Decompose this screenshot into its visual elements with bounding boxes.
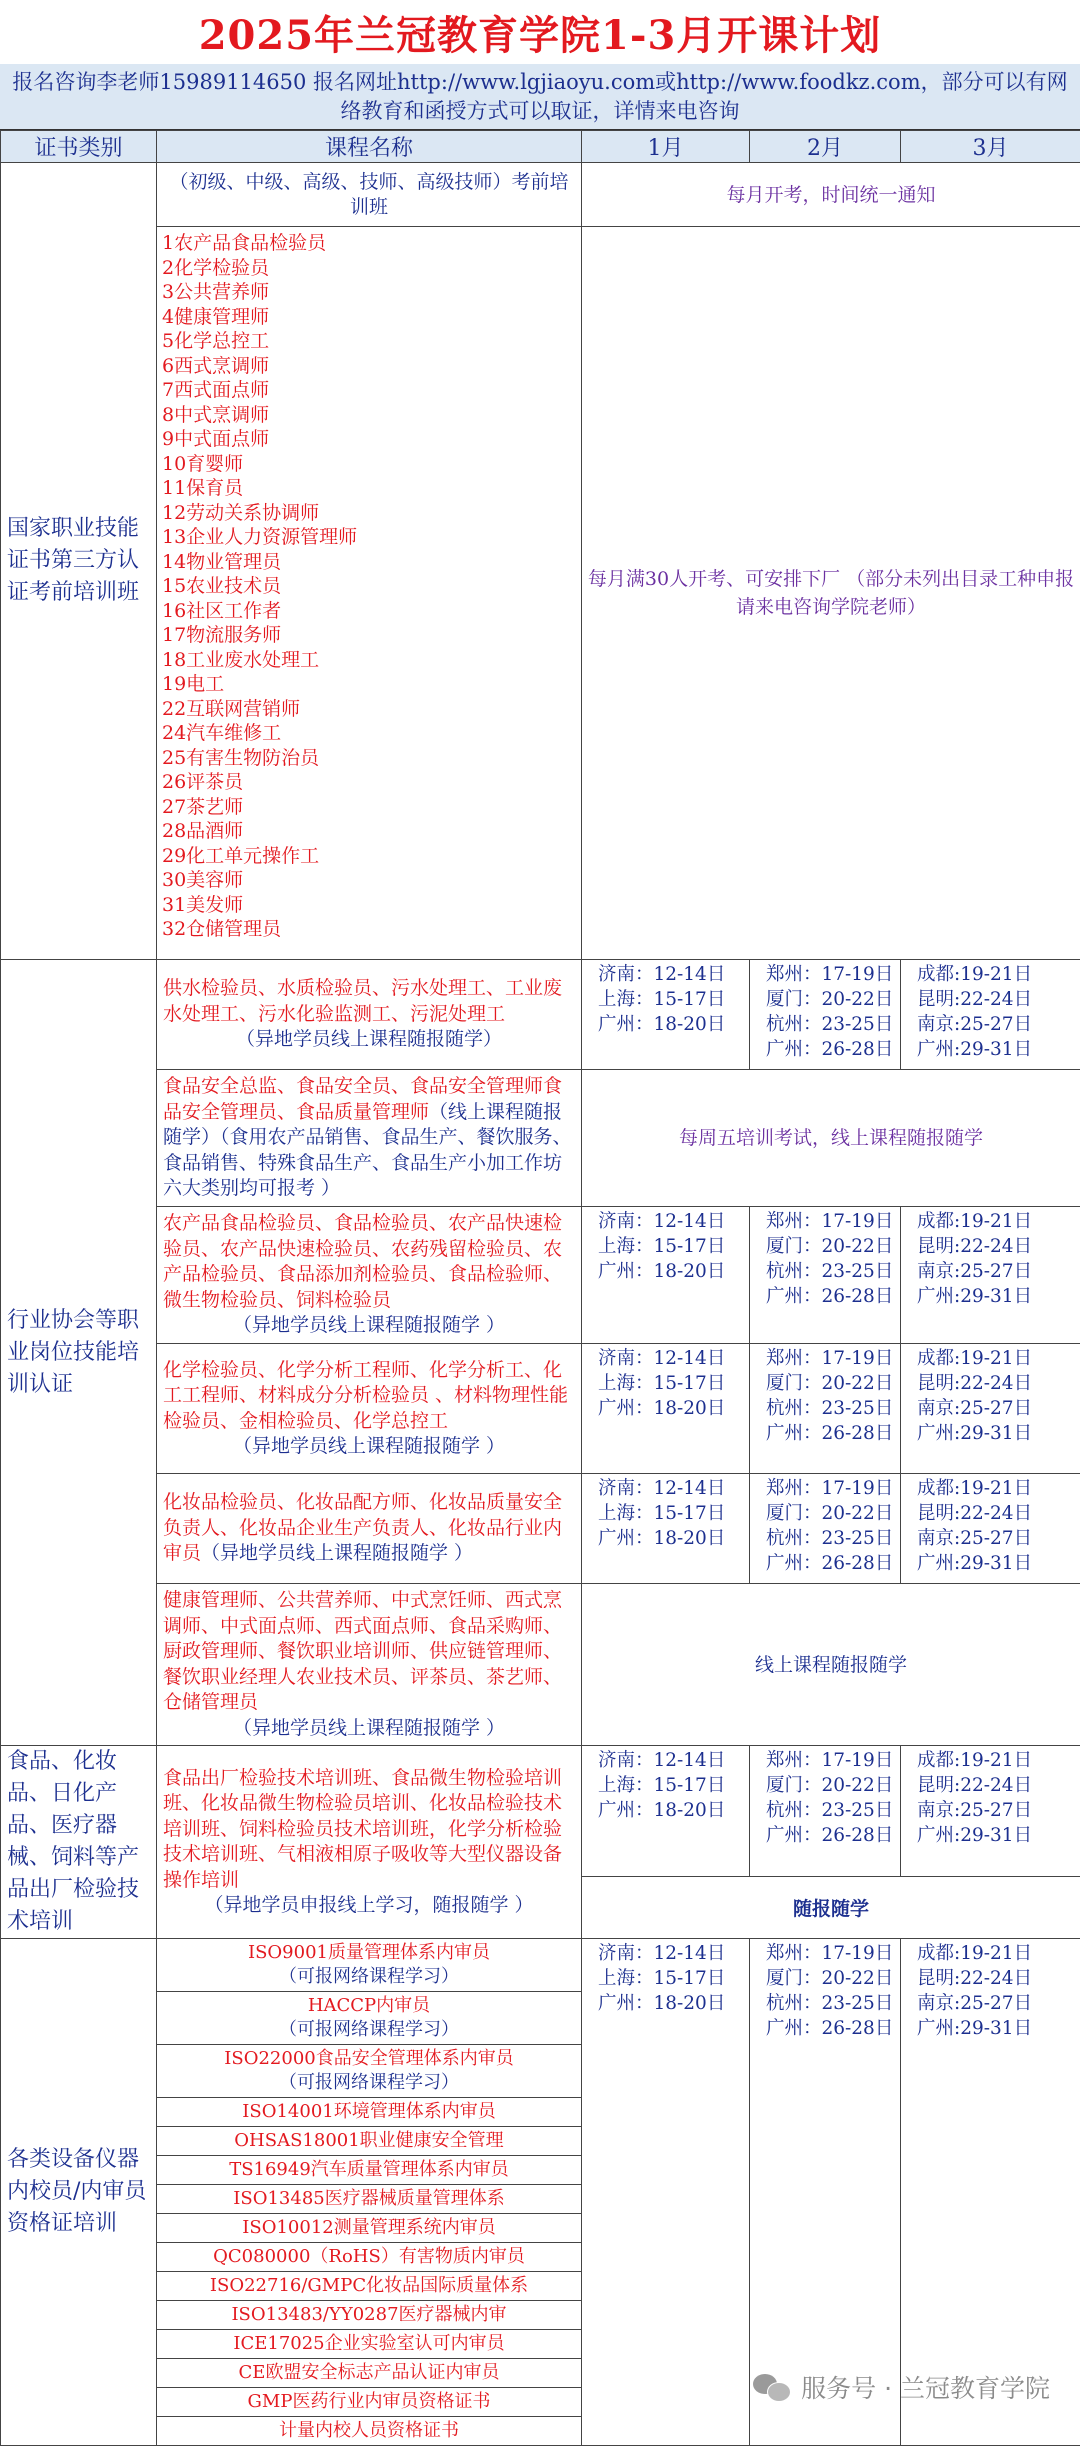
audit-course-note: （可报网络课程学习） xyxy=(161,2018,577,2042)
schedule-entry: 成都:19-21日 xyxy=(917,1748,1064,1773)
schedule-entry: 广州:29-31日 xyxy=(917,1037,1064,1062)
course-cell xyxy=(157,1207,582,1344)
schedule-m3 xyxy=(901,1344,1080,1474)
audit-course-name: ISO13485医疗器械质量管理体系 xyxy=(161,2187,577,2211)
wechat-watermark xyxy=(753,2369,1050,2405)
schedule-entry: 郑州：17-19日 xyxy=(766,1748,884,1773)
schedule-m2 xyxy=(750,1207,901,1344)
schedule-entry: 昆明:22-24日 xyxy=(917,1966,1064,1991)
audit-course-item xyxy=(157,2388,581,2417)
course-item: 31美发师 xyxy=(162,893,576,918)
schedule-entry: 厦门：20-22日 xyxy=(766,1234,884,1259)
schedule-m3 xyxy=(901,1746,1080,1877)
schedule-entry: 上海：15-17日 xyxy=(598,1966,733,1991)
schedule-entry: 济南：12-14日 xyxy=(598,1941,733,1966)
schedule-entry: 杭州：23-25日 xyxy=(766,1396,884,1421)
course-item: 19电工 xyxy=(162,672,576,697)
course-names: 农产品食品检验员、食品检验员、农产品快速检验员、农产品快速检验员、农药残留检验员、农产品检验员、食品添加剂检验员、食品检验师、微生物检验员、饲料检验员 xyxy=(163,1212,562,1311)
schedule-entry: 昆明:22-24日 xyxy=(917,1501,1064,1526)
audit-course-name: CE欧盟安全标志产品认证内审员 xyxy=(161,2361,577,2385)
course-item: 18工业废水处理工 xyxy=(162,648,576,673)
schedule-entry: 上海：15-17日 xyxy=(598,1501,733,1526)
course-item: 7西式面点师 xyxy=(162,378,576,403)
course-note: （异地学员申报线上学习，随报随学 ） xyxy=(163,1893,575,1919)
schedule-m2 xyxy=(750,1474,901,1584)
schedule-entry: 南京:25-27日 xyxy=(917,1259,1064,1284)
audit-course-name: TS16949汽车质量管理体系内审员 xyxy=(161,2158,577,2182)
table-row xyxy=(1,960,1080,1070)
page-title: 2025年兰冠教育学院1-3月开课计划 xyxy=(0,0,1080,66)
schedule-entry: 广州:29-31日 xyxy=(917,1284,1064,1309)
course-note: （线上课程随报随学）（食用农产品销售、食品生产、餐饮服务、食品销售、特殊食品生产、食品生产小加工作坊六大类别均可报考 ） xyxy=(163,1101,572,1200)
audit-course-item xyxy=(157,2185,581,2214)
schedule-entry: 广州：18-20日 xyxy=(598,1396,733,1421)
schedule-entry: 成都:19-21日 xyxy=(917,1209,1064,1234)
category-industry: 行业协会等职业岗位技能培训认证 xyxy=(1,960,157,1746)
audit-course-item xyxy=(157,2045,581,2098)
course-item: 25有害生物防治员 xyxy=(162,746,576,771)
schedule-entry: 广州：26-28日 xyxy=(766,1421,884,1446)
course-item: 12劳动关系协调师 xyxy=(162,501,576,526)
schedule-m1 xyxy=(582,1344,750,1474)
header-row xyxy=(1,131,1080,163)
schedule-m2 xyxy=(750,960,901,1070)
schedule-entry: 广州：18-20日 xyxy=(598,1526,733,1551)
header-month-1: 1月 xyxy=(582,131,750,163)
audit-course-item xyxy=(157,2098,581,2127)
watermark-text: 服务号 · 兰冠教育学院 xyxy=(801,2369,1050,2405)
schedule-entry: 广州：26-28日 xyxy=(766,2016,884,2041)
course-note: （异地学员线上课程随报随学 ） xyxy=(163,1313,575,1339)
schedule-entry: 郑州：17-19日 xyxy=(766,1209,884,1234)
schedule-entry: 厦门：20-22日 xyxy=(766,1773,884,1798)
table-row xyxy=(1,1344,1080,1474)
schedule-entry: 杭州：23-25日 xyxy=(766,1012,884,1037)
schedule-table xyxy=(0,130,1080,2446)
course-item: 27茶艺师 xyxy=(162,795,576,820)
course-names: 食品安全总监、食品安全员、食品安全管理师食品安全管理员、食品质量管理师 xyxy=(163,1075,562,1123)
schedule-m1 xyxy=(582,960,750,1070)
schedule-m3 xyxy=(901,1474,1080,1584)
course-note: （异地学员线上课程随报随学 ） xyxy=(163,1434,575,1460)
schedule-entry: 成都:19-21日 xyxy=(917,962,1064,987)
audit-course-item xyxy=(157,2214,581,2243)
schedule-entry: 上海：15-17日 xyxy=(598,1234,733,1259)
course-item: 5化学总控工 xyxy=(162,329,576,354)
course-item: 3公共营养师 xyxy=(162,280,576,305)
schedule-entry: 广州：18-20日 xyxy=(598,1991,733,2016)
course-item: 22互联网营销师 xyxy=(162,697,576,722)
category-factory-inspection: 食品、化妆品、日化产品、医疗器械、饲料等产品出厂检验技术培训 xyxy=(1,1746,157,1939)
header-course: 课程名称 xyxy=(157,131,582,163)
schedule-entry: 厦门：20-22日 xyxy=(766,987,884,1012)
schedule-entry: 南京:25-27日 xyxy=(917,1798,1064,1823)
course-cell xyxy=(157,1746,582,1939)
course-item: 28品酒师 xyxy=(162,819,576,844)
audit-course-note: （可报网络课程学习） xyxy=(161,2071,577,2095)
schedule-entry: 济南：12-14日 xyxy=(598,1346,733,1371)
course-item: 4健康管理师 xyxy=(162,305,576,330)
schedule-entry: 广州：18-20日 xyxy=(598,1798,733,1823)
schedule-entry: 杭州：23-25日 xyxy=(766,1526,884,1551)
audit-course-name: QC080000（RoHS）有害物质内审员 xyxy=(161,2245,577,2269)
schedule-entry: 广州：26-28日 xyxy=(766,1037,884,1062)
audit-course-name: ISO13483/YY0287医疗器械内审 xyxy=(161,2303,577,2327)
audit-course-item xyxy=(157,2272,581,2301)
header-category: 证书类别 xyxy=(1,131,157,163)
course-note: （异地学员线上课程随报随学） xyxy=(163,1027,575,1053)
schedule-entry: 杭州：23-25日 xyxy=(766,1798,884,1823)
course-cell xyxy=(157,1344,582,1474)
audit-course-name: ISO14001环境管理体系内审员 xyxy=(161,2100,577,2124)
audit-course-item xyxy=(157,2301,581,2330)
contact-notice: 报名咨询李老师15989114650 报名网址http://www.lgjiaoyu.com或http://www.foodkz.com，部分可以有网络教育和函授方式可以取证，详情来电咨询 xyxy=(0,64,1080,130)
audit-course-item xyxy=(157,2156,581,2185)
audit-course-name: OHSAS18001职业健康安全管理 xyxy=(161,2129,577,2153)
audit-course-item xyxy=(157,1939,581,1992)
table-row xyxy=(1,1746,1080,1877)
table-row xyxy=(1,227,1080,960)
schedule-m3 xyxy=(901,1207,1080,1344)
course-item: 11保育员 xyxy=(162,476,576,501)
schedule-entry: 郑州：17-19日 xyxy=(766,1346,884,1371)
table-row xyxy=(1,1474,1080,1584)
schedule-m1 xyxy=(582,1474,750,1584)
category-national: 国家职业技能证书第三方认证考前培训班 xyxy=(1,163,157,960)
schedule-entry: 昆明:22-24日 xyxy=(917,1371,1064,1396)
course-item: 32仓储管理员 xyxy=(162,917,576,942)
schedule-entry: 济南：12-14日 xyxy=(598,962,733,987)
course-item: 8中式烹调师 xyxy=(162,403,576,428)
schedule-entry: 广州：18-20日 xyxy=(598,1012,733,1037)
schedule-entry: 成都:19-21日 xyxy=(917,1941,1064,1966)
schedule-entry: 济南：12-14日 xyxy=(598,1476,733,1501)
schedule-m1 xyxy=(582,1746,750,1877)
schedule-entry: 成都:19-21日 xyxy=(917,1476,1064,1501)
schedule-entry: 上海：15-17日 xyxy=(598,1773,733,1798)
schedule-m2 xyxy=(750,1746,901,1877)
courses-schedule: 每月满30人开考、可安排下厂 （部分未列出目录工种申报请来电咨询学院老师） xyxy=(582,227,1080,960)
course-names: 供水检验员、水质检验员、污水处理工、工业废水处理工、污水化验监测工、污泥处理工 xyxy=(163,977,562,1025)
audit-course-item xyxy=(157,2417,581,2445)
schedule-entry: 杭州：23-25日 xyxy=(766,1259,884,1284)
row-schedule: 每周五培训考试，线上课程随报随学 xyxy=(582,1070,1080,1207)
schedule-entry: 上海：15-17日 xyxy=(598,987,733,1012)
course-item: 30美容师 xyxy=(162,868,576,893)
schedule-entry: 广州:29-31日 xyxy=(917,1823,1064,1848)
header-month-2: 2月 xyxy=(750,131,901,163)
course-cell xyxy=(157,1474,582,1584)
course-names: 食品出厂检验技术培训班、食品微生物检验培训班、化妆品微生物检验员培训、化妆品检验技术培训班、饲料检验员技术培训班，化学分析检验技术培训班、气相液相原子吸收等大型仪器设备操作培训 xyxy=(163,1767,562,1891)
schedule-entry: 厦门：20-22日 xyxy=(766,1371,884,1396)
course-cell xyxy=(157,1584,582,1746)
audit-course-name: 计量内校人员资格证书 xyxy=(161,2419,577,2443)
audit-course-list xyxy=(157,1939,582,2446)
table-row xyxy=(1,163,1080,227)
schedule-entry: 郑州：17-19日 xyxy=(766,962,884,987)
schedule-entry: 广州:29-31日 xyxy=(917,1551,1064,1576)
course-item: 29化工单元操作工 xyxy=(162,844,576,869)
course-item: 6西式烹调师 xyxy=(162,354,576,379)
course-names: 健康管理师、公共营养师、中式烹饪师、西式烹调师、中式面点师、西式面点师、食品采购师、厨政管理师、餐饮职业培训师、供应链管理师、餐饮职业经理人农业技术员、评茶员、茶艺师、仓储管理员 xyxy=(163,1589,562,1713)
audit-course-item xyxy=(157,2330,581,2359)
course-item: 1农产品食品检验员 xyxy=(162,231,576,256)
audit-course-note: （可报网络课程学习） xyxy=(161,1965,577,1989)
schedule-entry: 南京:25-27日 xyxy=(917,1526,1064,1551)
schedule-m1 xyxy=(582,1939,750,2446)
category-internal-audit: 各类设备仪器内校员/内审员资格证培训 xyxy=(1,1939,157,2446)
row-schedule: 随报随学 xyxy=(582,1877,1080,1939)
schedule-m1 xyxy=(582,1207,750,1344)
schedule-m2 xyxy=(750,1344,901,1474)
header-month-3: 3月 xyxy=(901,131,1080,163)
audit-course-name: ISO10012测量管理系统内审员 xyxy=(161,2216,577,2240)
course-note: （异地学员线上课程随报随学 ） xyxy=(201,1542,473,1564)
course-item: 16社区工作者 xyxy=(162,599,576,624)
course-item: 17物流服务师 xyxy=(162,623,576,648)
course-item: 24汽车维修工 xyxy=(162,721,576,746)
schedule-entry: 广州：26-28日 xyxy=(766,1823,884,1848)
schedule-entry: 杭州：23-25日 xyxy=(766,1991,884,2016)
course-item: 10育婴师 xyxy=(162,452,576,477)
course-names: 化学检验员、化学分析工程师、化学分析工、化工工程师、材料成分分析检验员 、材料物理性能检验员、金相检验员、化学总控工 xyxy=(163,1359,568,1432)
schedule-entry: 广州：18-20日 xyxy=(598,1259,733,1284)
schedule-entry: 南京:25-27日 xyxy=(917,1991,1064,2016)
training-schedule: 每月开考，时间统一通知 xyxy=(582,163,1080,227)
course-cell xyxy=(157,960,582,1070)
audit-course-item xyxy=(157,1992,581,2045)
course-names: 化妆品检验员、化妆品配方师、化妆品质量安全负责人、化妆品企业生产负责人、化妆品行业内审员 xyxy=(163,1491,562,1564)
audit-course-name: HACCP内审员 xyxy=(161,1994,577,2018)
schedule-entry: 昆明:22-24日 xyxy=(917,987,1064,1012)
schedule-entry: 广州：26-28日 xyxy=(766,1551,884,1576)
audit-course-item xyxy=(157,2127,581,2156)
course-item: 15农业技术员 xyxy=(162,574,576,599)
schedule-entry: 济南：12-14日 xyxy=(598,1209,733,1234)
schedule-entry: 广州:29-31日 xyxy=(917,2016,1064,2041)
schedule-entry: 郑州：17-19日 xyxy=(766,1476,884,1501)
audit-course-name: ISO22000食品安全管理体系内审员 xyxy=(161,2047,577,2071)
course-item: 26评茶员 xyxy=(162,770,576,795)
wechat-icon xyxy=(753,2372,793,2402)
audit-course-item xyxy=(157,2243,581,2272)
audit-course-item xyxy=(157,2359,581,2388)
table-row xyxy=(1,1207,1080,1344)
course-item: 2化学检验员 xyxy=(162,256,576,281)
table-row xyxy=(1,1070,1080,1207)
course-item: 9中式面点师 xyxy=(162,427,576,452)
schedule-entry: 厦门：20-22日 xyxy=(766,1501,884,1526)
schedule-entry: 成都:19-21日 xyxy=(917,1346,1064,1371)
training-title: （初级、中级、高级、技师、高级技师）考前培训班 xyxy=(157,163,582,227)
schedule-m3 xyxy=(901,960,1080,1070)
schedule-entry: 郑州：17-19日 xyxy=(766,1941,884,1966)
schedule-entry: 昆明:22-24日 xyxy=(917,1234,1064,1259)
course-item: 14物业管理员 xyxy=(162,550,576,575)
course-cell xyxy=(157,1070,582,1207)
schedule-entry: 广州：26-28日 xyxy=(766,1284,884,1309)
schedule-entry: 上海：15-17日 xyxy=(598,1371,733,1396)
schedule-entry: 昆明:22-24日 xyxy=(917,1773,1064,1798)
audit-course-name: GMP医药行业内审员资格证书 xyxy=(161,2390,577,2414)
national-course-list xyxy=(157,227,582,960)
course-note: （异地学员线上课程随报随学 ） xyxy=(163,1716,575,1742)
schedule-entry: 南京:25-27日 xyxy=(917,1012,1064,1037)
schedule-entry: 厦门：20-22日 xyxy=(766,1966,884,1991)
schedule-entry: 广州:29-31日 xyxy=(917,1421,1064,1446)
schedule-entry: 济南：12-14日 xyxy=(598,1748,733,1773)
audit-course-name: ICE17025企业实验室认可内审员 xyxy=(161,2332,577,2356)
row-schedule: 线上课程随报随学 xyxy=(582,1584,1080,1746)
course-item: 13企业人力资源管理师 xyxy=(162,525,576,550)
audit-course-name: ISO22716/GMPC化妆品国际质量体系 xyxy=(161,2274,577,2298)
audit-course-name: ISO9001质量管理体系内审员 xyxy=(161,1941,577,1965)
schedule-entry: 南京:25-27日 xyxy=(917,1396,1064,1421)
table-row xyxy=(1,1584,1080,1746)
